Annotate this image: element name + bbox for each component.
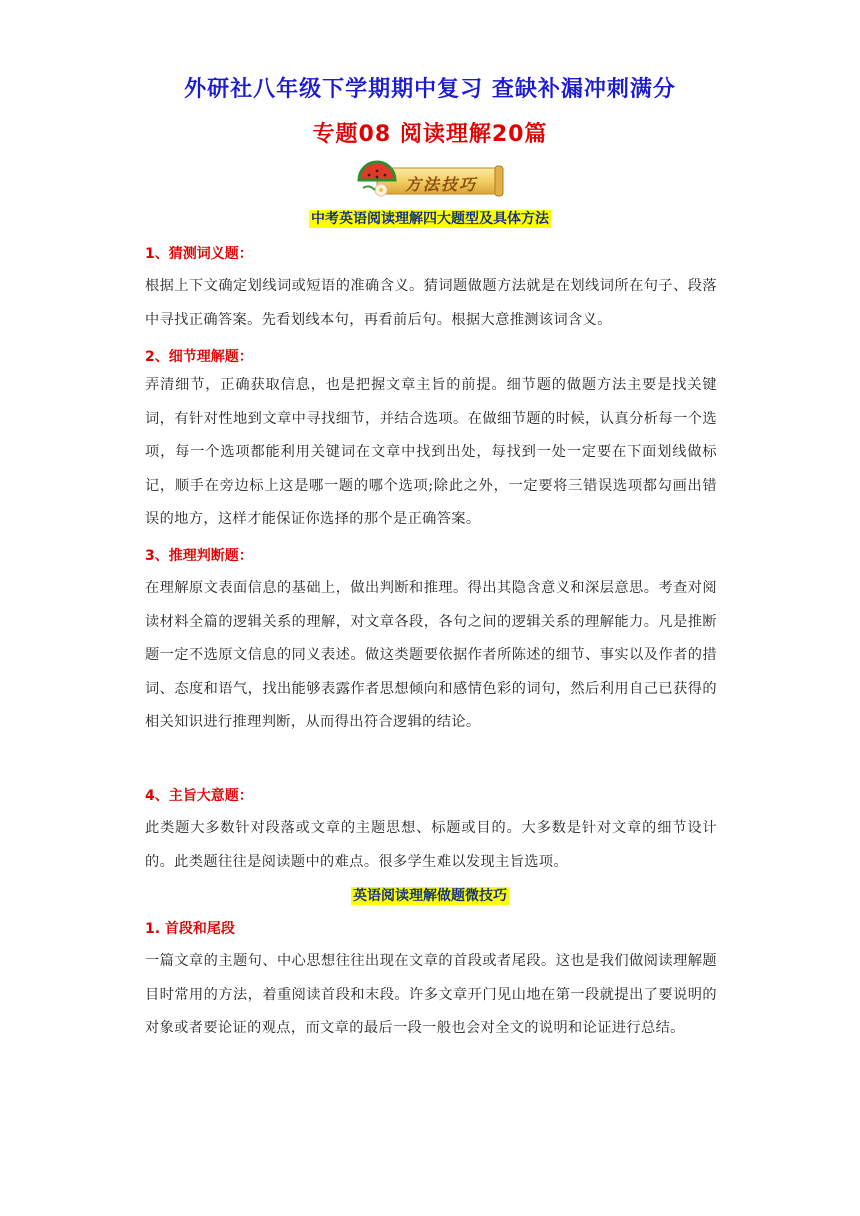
method-tips-badge (355, 156, 505, 200)
paragraph-first-last-paragraph: 一篇文章的主题句、中心思想往往出现在文章的首段或者尾段。这也是我们做阅读理解题目时常用的方法，着重阅读首段和末段。许多文章开门见山地在第一段就提出了要说明的对象或者要论证的观点，而文章的最后一段一般也会对全文的说明和论证进行总结。 (145, 953, 717, 1037)
heading-first-last-paragraph: 1. 首段和尾段 (145, 921, 235, 937)
document-title: 外研社八年级下学期期中复习 查缺补漏冲刺满分 (184, 77, 676, 102)
heading-vocabulary: 1、猜测词义题： (145, 246, 253, 262)
heading-inference: 3、推理判断题： (145, 548, 253, 564)
heading-detail: 2、细节理解题： (145, 349, 253, 365)
section-title-question-types: 中考英语阅读理解四大题型及具体方法 (311, 211, 549, 227)
paragraph-detail: 弄清细节，正确获取信息，也是把握文章主旨的前提。细节题的做题方法主要是找关键词，有针对性地到文章中寻找细节，并结合选项。在做细节题的时候，认真分析每一个选项，每一个选项都能利用关键词在文章中找到出处，每找到一处一定要在下面划线做标记，顺手在旁边标上这是哪一题的哪个选项;除此之外，一定要将三错误选项都勾画出错误的地方，这样才能保证你选择的那个是正确答案。 (145, 377, 717, 528)
paragraph-main-idea: 此类题大多数针对段落或文章的主题思想、标题或目的。大多数是针对文章的细节设计的。此类题往往是阅读题中的难点。很多学生难以发现主旨选项。 (145, 820, 717, 870)
paragraph-inference: 在理解原文表面信息的基础上，做出判断和推理。得出其隐含意义和深层意思。考查对阅读材料全篇的逻辑关系的理解，对文章各段，各句之间的逻辑关系的理解能力。凡是推断题一定不选原文信息的同义表述。做这类题要依据作者所陈述的细节、事实以及作者的措词、态度和语气，找出能够表露作者思想倾向和感情色彩的词句，然后利用自己已获得的相关知识进行推理判断，从而得出符合逻辑的结论。 (145, 580, 717, 731)
method-tips-label: 方法技巧 (405, 175, 478, 194)
section-title-micro-skills: 英语阅读理解做题微技巧 (353, 888, 507, 904)
heading-main-idea: 4、主旨大意题： (145, 788, 253, 804)
document-subtitle: 专题08 阅读理解20篇 (312, 122, 548, 147)
paragraph-vocabulary: 根据上下文确定划线词或短语的准确含义。猜词题做题方法就是在划线词所在句子、段落中寻找正确答案。先看划线本句，再看前后句。根据大意推测该词含义。 (145, 278, 717, 328)
